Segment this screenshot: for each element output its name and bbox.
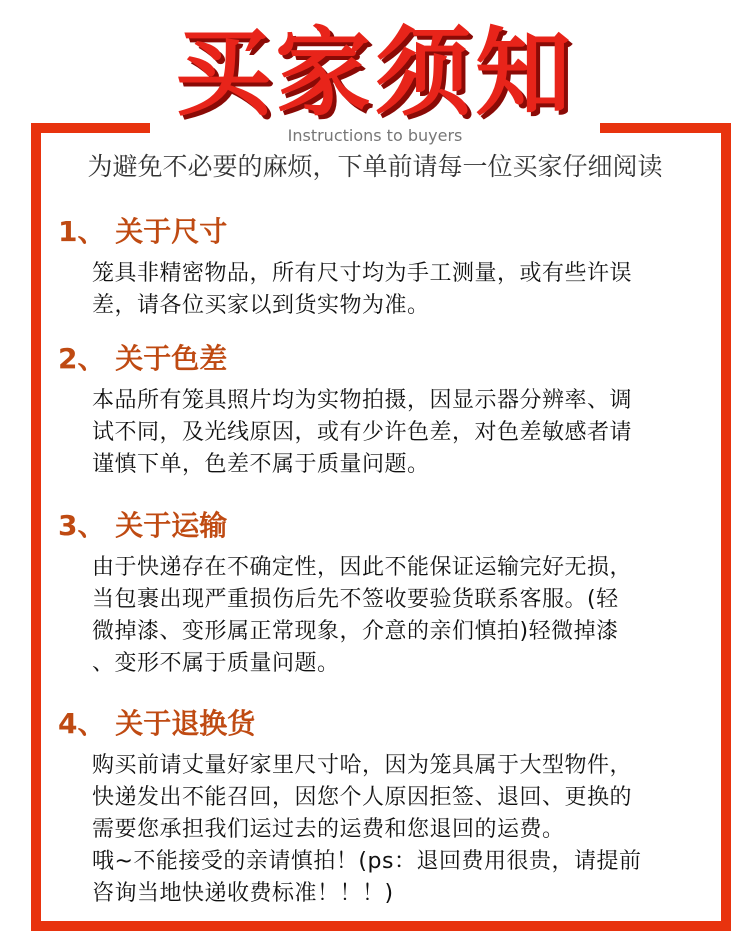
- section-color-body: 本品所有笼具照片均为实物拍摄，因显示器分辨率、调 试不同，及光线原因，或有少许色差，对色差敏感者请 谨慎下单，色差不属于质量问题。: [92, 388, 633, 477]
- section-color-title: 2、 关于色差: [58, 342, 228, 375]
- page-title: 买家须知: [175, 17, 575, 129]
- section-shipping-body: 由于快递存在不确定性，因此不能保证运输完好无损， 当包裹出现严重损伤后先不签收要验货联系客服。(轻 微掉漆、变形属正常现象，介意的亲们慎拍)轻微掉漆 、变形不属于质量问题。: [92, 555, 633, 676]
- section-shipping-title: 3、 关于运输: [58, 509, 228, 542]
- section-size-body: 笼具非精密物品，所有尺寸均为手工测量，或有些许误 差，请各位买家以到货实物为准。: [92, 261, 633, 318]
- page-subtitle: Instructions to buyers: [287, 126, 463, 145]
- section-size-title: 1、 关于尺寸: [58, 215, 228, 248]
- intro-text: 为避免不必要的麻烦，下单前请每一位买家仔细阅读: [87, 152, 663, 181]
- section-return-title: 4、 关于退换货: [58, 707, 256, 740]
- section-return-body: 购买前请丈量好家里尺寸哈，因为笼具属于大型物件， 快递发出不能召回，因您个人原因拒签、退回、更换的 需要您承担我们运过去的运费和您退回的运费。 哦~不能接受的亲请慎拍！(ps：退回费用很贵，请提前 咨询当地快递收费标准！！！): [92, 753, 642, 906]
